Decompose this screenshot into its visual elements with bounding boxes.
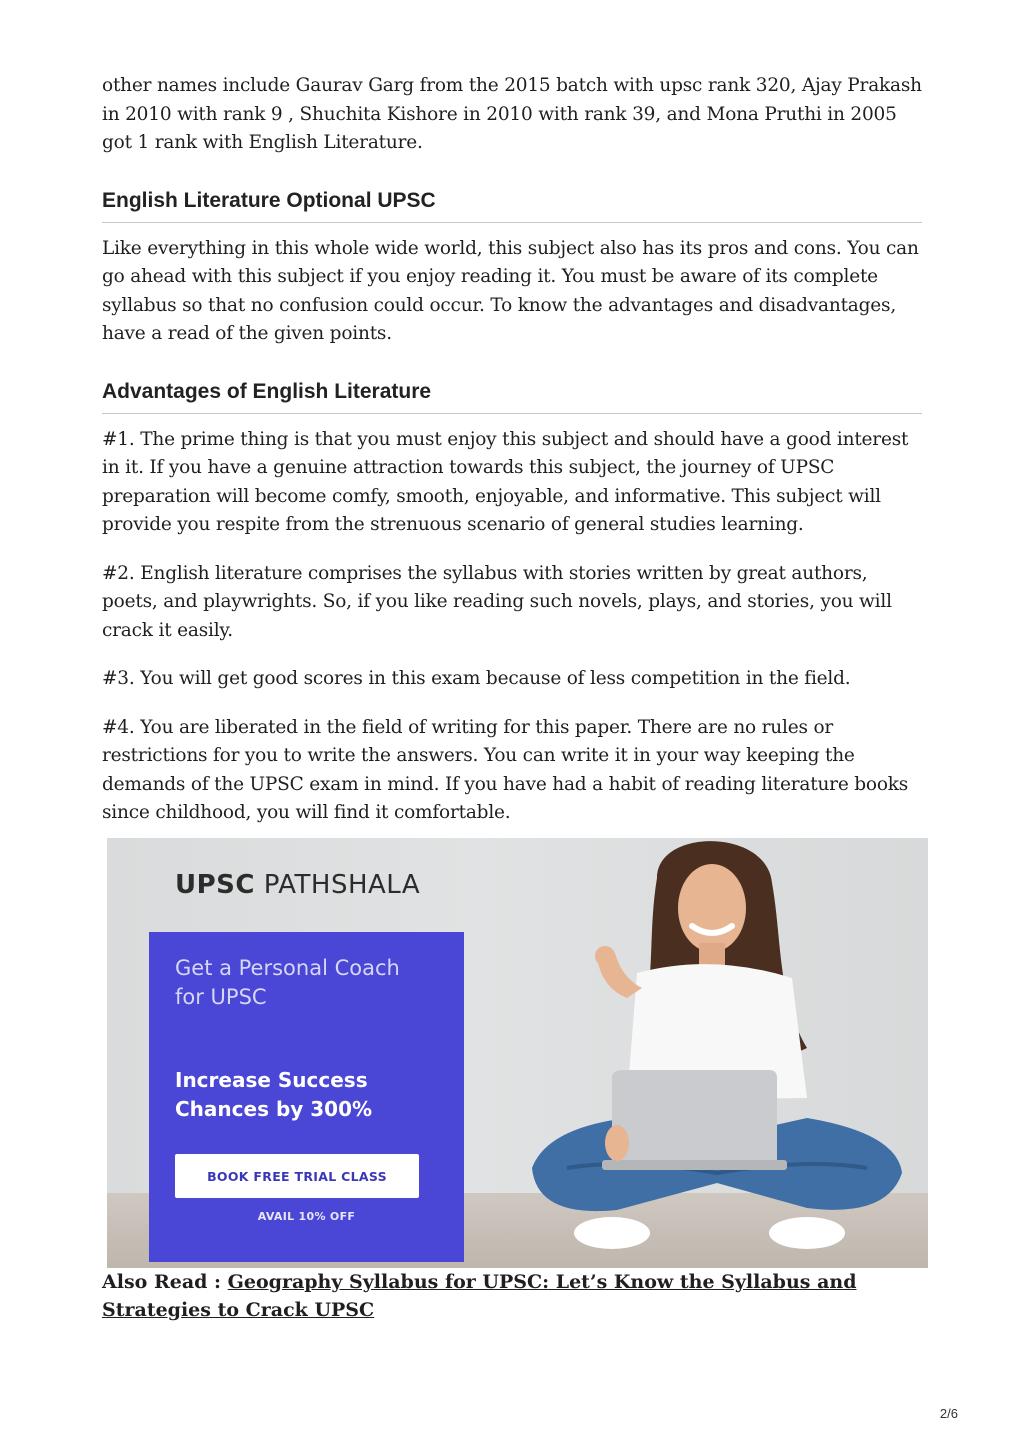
page-number: 2/6 [939,1406,958,1421]
advantage-point-4: #4. You are liberated in the field of writing for this paper. There are no rules or restrictions for you to write the answers. You can write it in your way keeping the demands of the UPSC exam in mind. If you have had a habit of reading literature books since childhood, you will find it comfortable. [102,716,909,823]
brand-logo: UPSC PATHSHALA [175,870,421,900]
promo-headline: Get a Personal Coach for UPSC [175,956,400,1009]
section-paragraph-optional: Like everything in this whole wide world, this subject also has its pros and cons. You can go ahead with this subject if you enjoy reading it. You must be aware of its complete syllabus so that no confusion could occur. To know the advantages and disadvantages, have a read of the given points. [102,237,919,344]
promo-banner[interactable] [107,838,928,1268]
also-read-prefix: Also Read : [102,1271,228,1293]
discount-label: AVAIL 10% OFF [257,1210,356,1223]
promo-subheadline: Increase Success Chances by 300% [175,1068,373,1121]
book-free-trial-button[interactable]: BOOK FREE TRIAL CLASS [175,1154,419,1198]
section-heading-optional: English Literature Optional UPSC [102,188,922,223]
advantage-point-3: #3. You will get good scores in this exam because of less competition in the field. [102,668,851,689]
advantage-point-1: #1. The prime thing is that you must enjoy this subject and should have a good interest in it. If you have a genuine attraction towards this subject, the journey of UPSC preparation will become comfy, smooth, enjoyable, and informative. This subject will provide you respite from the strenuous scenario of general studies learning. [102,428,909,535]
section-heading-advantages: Advantages of English Literature [102,379,922,414]
article-body [102,72,922,828]
promo-panel [149,932,464,1262]
also-read [102,1268,922,1324]
advantage-point-2: #2. English literature comprises the syllabus with stories written by great authors, poets, and playwrights. So, if you like reading such novels, plays, and stories, you will crack it easily. [102,562,892,641]
also-read-link[interactable]: Geography Syllabus for UPSC: Let’s Know the Syllabus and Strategies to Crack UPSC [102,1271,857,1321]
student-with-laptop-illustration [507,838,928,1268]
intro-paragraph: other names include Gaurav Garg from the 2015 batch with upsc rank 320, Ajay Prakash in 2010 with rank 9 , Shuchita Kishore in 2010 with rank 39, and Mona Pruthi in 2005 got 1 rank with English Literature. [102,75,922,153]
